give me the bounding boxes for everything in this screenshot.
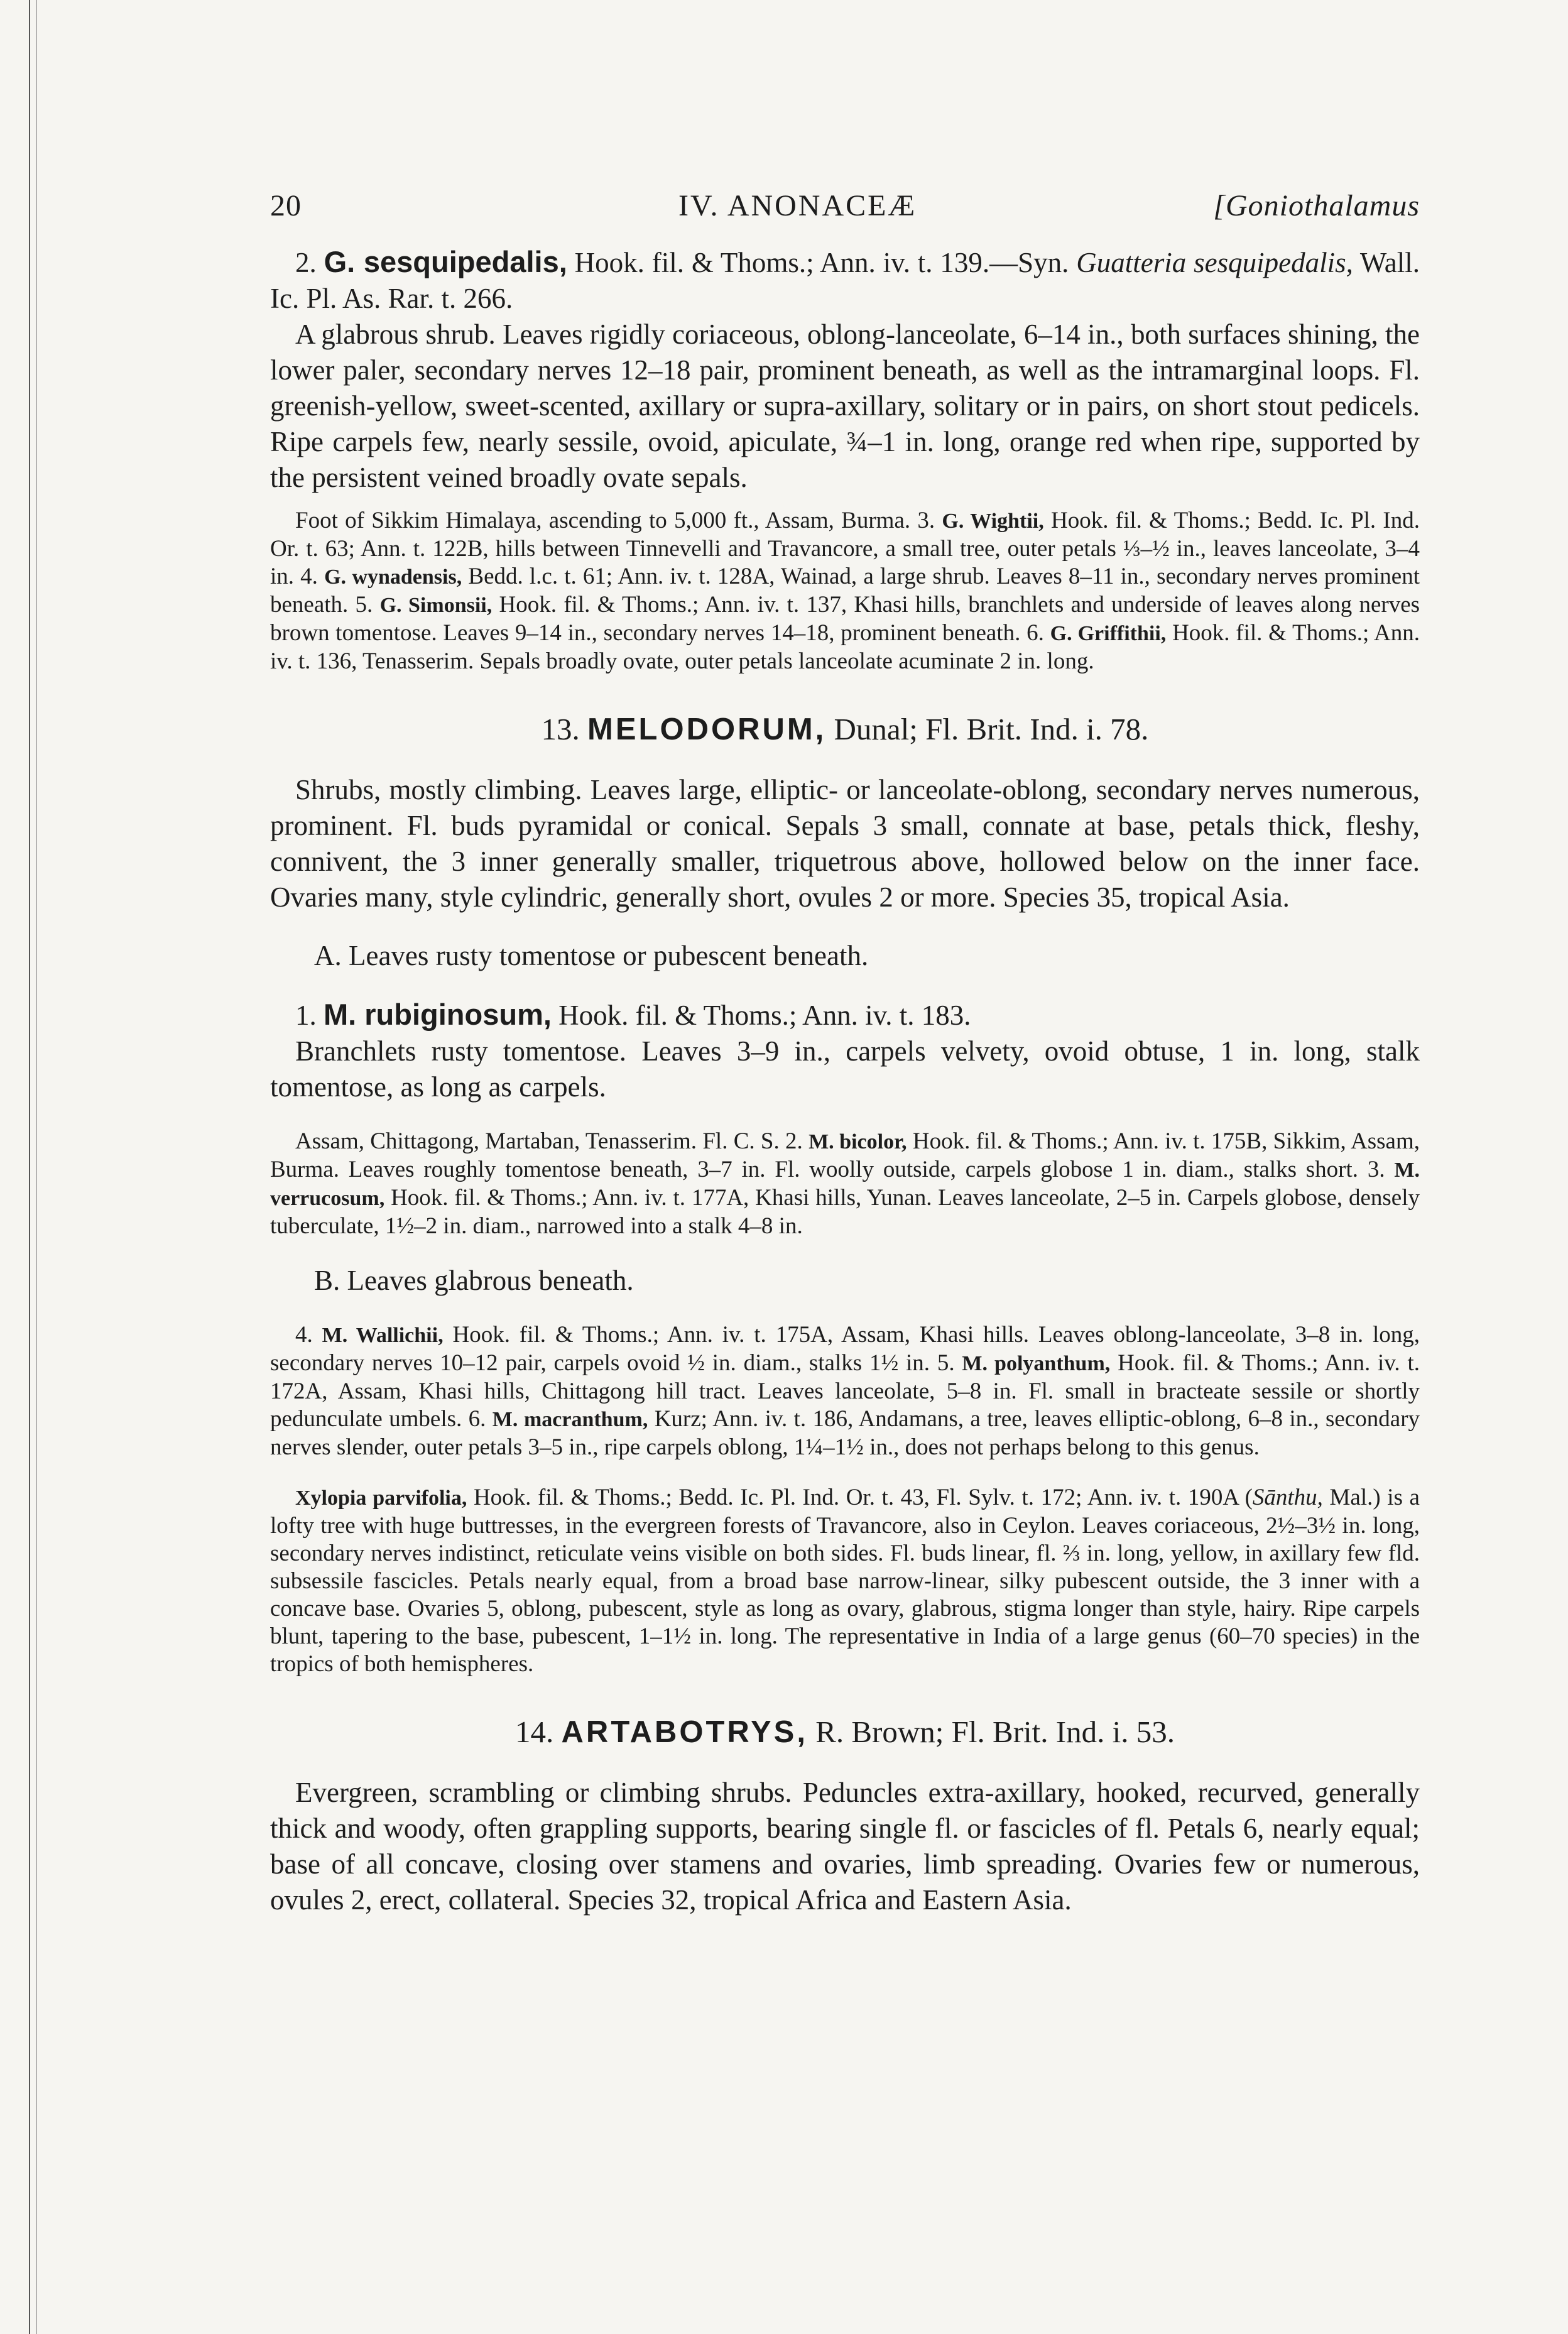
page-spine-edge (29, 0, 37, 2334)
genus-name: MELODORUM, (587, 712, 827, 746)
synonym: Guatteria sesquipedalis, (1076, 247, 1353, 278)
species-entry-m-rubiginosum (270, 996, 1420, 1033)
vernacular-name: Sānthu, (1252, 1485, 1323, 1510)
genus-description: Evergreen, scrambling or climbing shrubs. Peduncles extra-axillary, hooked, recurved, generally thick and woody, often grappling supports, bearing single fl. or fascicles of fl. Petals 6, nearly equal; base of all concave, closing over stamens and ovaries, limb spreading. Ovaries few or numerous, ovules 2, erect, collateral. Species 32, tropical Africa and Eastern Asia. (270, 1777, 1420, 1916)
genus-authority: R. Brown; Fl. Brit. Ind. i. 53. (815, 1715, 1175, 1749)
species-authority: Hook. fil. & Thoms.; Ann. iv. t. 183. (558, 1000, 971, 1031)
genus-heading-artabotrys (270, 1712, 1420, 1752)
note-text: Kurz; Ann. iv. t. 186, Andamans, a tree, leaves elliptic-oblong, 6–8 in., secondary nerves slender, outer petals 3–5 in., ripe carpels oblong, 1¼–1½ in., does not perhaps belong to this genus. (270, 1406, 1420, 1460)
species-name-m-polyanthum: M. polyanthum, (962, 1352, 1111, 1375)
note-text: Foot of Sikkim Himalaya, ascending to 5,000 ft., Assam, Burma. 3. (295, 508, 935, 533)
genus-heading-melodorum (270, 709, 1420, 750)
genus-number: 13. (541, 712, 580, 746)
species-name-xylopia-parvifolia: Xylopia parvifolia, (295, 1486, 467, 1510)
species-number: 2. (295, 247, 317, 278)
genus-authority: Dunal; Fl. Brit. Ind. i. 78. (834, 712, 1149, 746)
note-text: Mal.) is a lofty tree with huge buttresses, in the evergreen forests of Travancore, also in Ceylon. Leaves coriaceous, 2½–3½ in. long, secondary nerves indistinct, reticulate veins visible on both sides. Fl. buds linear, fl. ⅔ in. long, yellow, in axillary few fld. subsessile fascicles. Petals nearly equal, from a broad base narrow-linear, silky pubescent outside, the 3 inner with a concave base. Ovaries 5, oblong, pubescent, style as long as ovary, glabrous, stigma longer than style, hairy. Ripe carpels blunt, tapering to the base, pubescent, 1–1½ in. long. The representative in India of a large genus (60–70 species) in the tropics of both hemispheres. (270, 1485, 1420, 1677)
note-text: Hook. fil. & Thoms.; Ann. iv. t. 175B, Sikkim, Assam, Burma. Leaves roughly tomentose beneath, 3–7 in. Fl. woolly outside, carpels globose 1 in. diam., stalks short. 3. (270, 1128, 1420, 1182)
species-description: A glabrous shrub. Leaves rigidly coriaceous, oblong-lanceolate, 6–14 in., both surfaces shining, the lower paler, secondary nerves 12–18 pair, prominent beneath, as well as the intramarginal loops. Fl. greenish-yellow, sweet-scented, axillary or supra-axillary, solitary or in pairs, on short stout pedicels. Ripe carpels few, nearly sessile, ovoid, apiculate, ¾–1 in. long, orange red when ripe, supported by the persistent veined broadly ovate sepals. (270, 319, 1420, 493)
note-text: Hook. fil. & Thoms.; Ann. iv. t. 172A, Assam, Khasi hills, Chittagong hill tract. Leaves lanceolate, 5–8 in. Fl. small in bracteate sessile or shortly pedunculate umbels. 6. (270, 1350, 1420, 1432)
species-notes (270, 1321, 1420, 1461)
species-authority: Hook. fil. & Thoms.; Ann. iv. t. 139.—Syn. (574, 247, 1069, 278)
species-name: M. rubiginosum, (324, 998, 552, 1031)
species-name-g-wynadensis: G. wynadensis, (324, 565, 462, 589)
note-text: Hook. fil. & Thoms.; Ann. iv. t. 175A, Assam, Khasi hills. Leaves oblong-lanceolate, 3–8 in. long, secondary nerves 10–12 pair, carpels ovoid ½ in. diam., stalks 1½ in. 5. (270, 1322, 1420, 1376)
species-number: 1. (295, 1000, 317, 1031)
species-name-g-griffithii: G. Griffithii, (1050, 622, 1167, 645)
page-title: IV. ANONACEÆ (678, 189, 917, 222)
note-text: Bedd. l.c. t. 61; Ann. iv. t. 128A, Wainad, a large shrub. Leaves 8–11 in., secondary nerves prominent beneath. 5. (270, 564, 1420, 618)
species-entry-g-sesquipedalis (270, 244, 1420, 317)
xylopia-note (270, 1484, 1420, 1678)
note-text: Hook. fil. & Thoms.; Ann. iv. t. 136, Tenasserim. Sepals broadly ovate, outer petals lanceolate acuminate 2 in. long. (270, 620, 1420, 674)
species-name-m-wallichii: M. Wallichii, (322, 1324, 444, 1347)
note-text: Assam, Chittagong, Martaban, Tenasserim. Fl. C. S. 2. (295, 1128, 803, 1154)
running-header (270, 182, 1420, 232)
note-text: Hook. fil. & Thoms.; Ann. iv. t. 177A, Khasi hills, Yunan. Leaves lanceolate, 2–5 in. Carpels globose, densely tuberculate, 1½–2 in. diam., narrowed into a stalk 4–8 in. (270, 1185, 1420, 1239)
genus-number: 14. (515, 1715, 554, 1749)
reference: Wall. Ic. Pl. As. Rar. t. 266. (270, 247, 1420, 314)
book-page (270, 182, 1420, 1918)
species-notes (270, 1128, 1420, 1240)
species-name-g-wightii: G. Wightii, (942, 510, 1044, 533)
species-name-m-bicolor: M. bicolor, (808, 1130, 907, 1153)
page-number: 20 (270, 189, 302, 222)
species-name-m-macranthum: M. macranthum, (492, 1408, 648, 1431)
species-notes (270, 507, 1420, 675)
genus-name: ARTABOTRYS, (561, 1715, 808, 1749)
note-text: Hook. fil. & Thoms.; Bedd. Ic. Pl. Ind. Or. t. 63; Ann. t. 122B, hills between Tinnevelli and Travancore, a small tree, outer petals ⅓–½ in., leaves lanceolate, 3–4 in. 4. (270, 508, 1420, 589)
running-head: [Goniothalamus (1213, 189, 1420, 222)
note-text: 4. (295, 1322, 313, 1348)
species-name-g-simonsii: G. Simonsii, (379, 594, 493, 617)
key-section-b: B. Leaves glabrous beneath. (314, 1265, 634, 1296)
note-text: Hook. fil. & Thoms.; Bedd. Ic. Pl. Ind. Or. t. 43, Fl. Sylv. t. 172; Ann. iv. t. 190A ( (473, 1485, 1253, 1510)
key-section-a: A. Leaves rusty tomentose or pubescent beneath. (314, 940, 869, 971)
note-text: Hook. fil. & Thoms.; Ann. iv. t. 137, Khasi hills, branchlets and underside of leaves along nerves brown tomentose. Leaves 9–14 in., secondary nerves 14–18, prominent beneath. 6. (270, 592, 1420, 646)
species-description: Branchlets rusty tomentose. Leaves 3–9 in., carpels velvety, ovoid obtuse, 1 in. long, stalk tomentose, as long as carpels. (270, 1035, 1420, 1103)
genus-description: Shrubs, mostly climbing. Leaves large, elliptic- or lanceolate-oblong, secondary nerves numerous, prominent. Fl. buds pyramidal or conical. Sepals 3 small, connate at base, petals thick, fleshy, connivent, the 3 inner generally smaller, triquetrous above, hollowed below on the inner face. Ovaries many, style cylindric, generally short, ovules 2 or more. Species 35, tropical Asia. (270, 774, 1420, 913)
species-name-m-verrucosum: M. verrucosum, (270, 1159, 1420, 1210)
species-name: G. sesquipedalis, (324, 245, 567, 278)
